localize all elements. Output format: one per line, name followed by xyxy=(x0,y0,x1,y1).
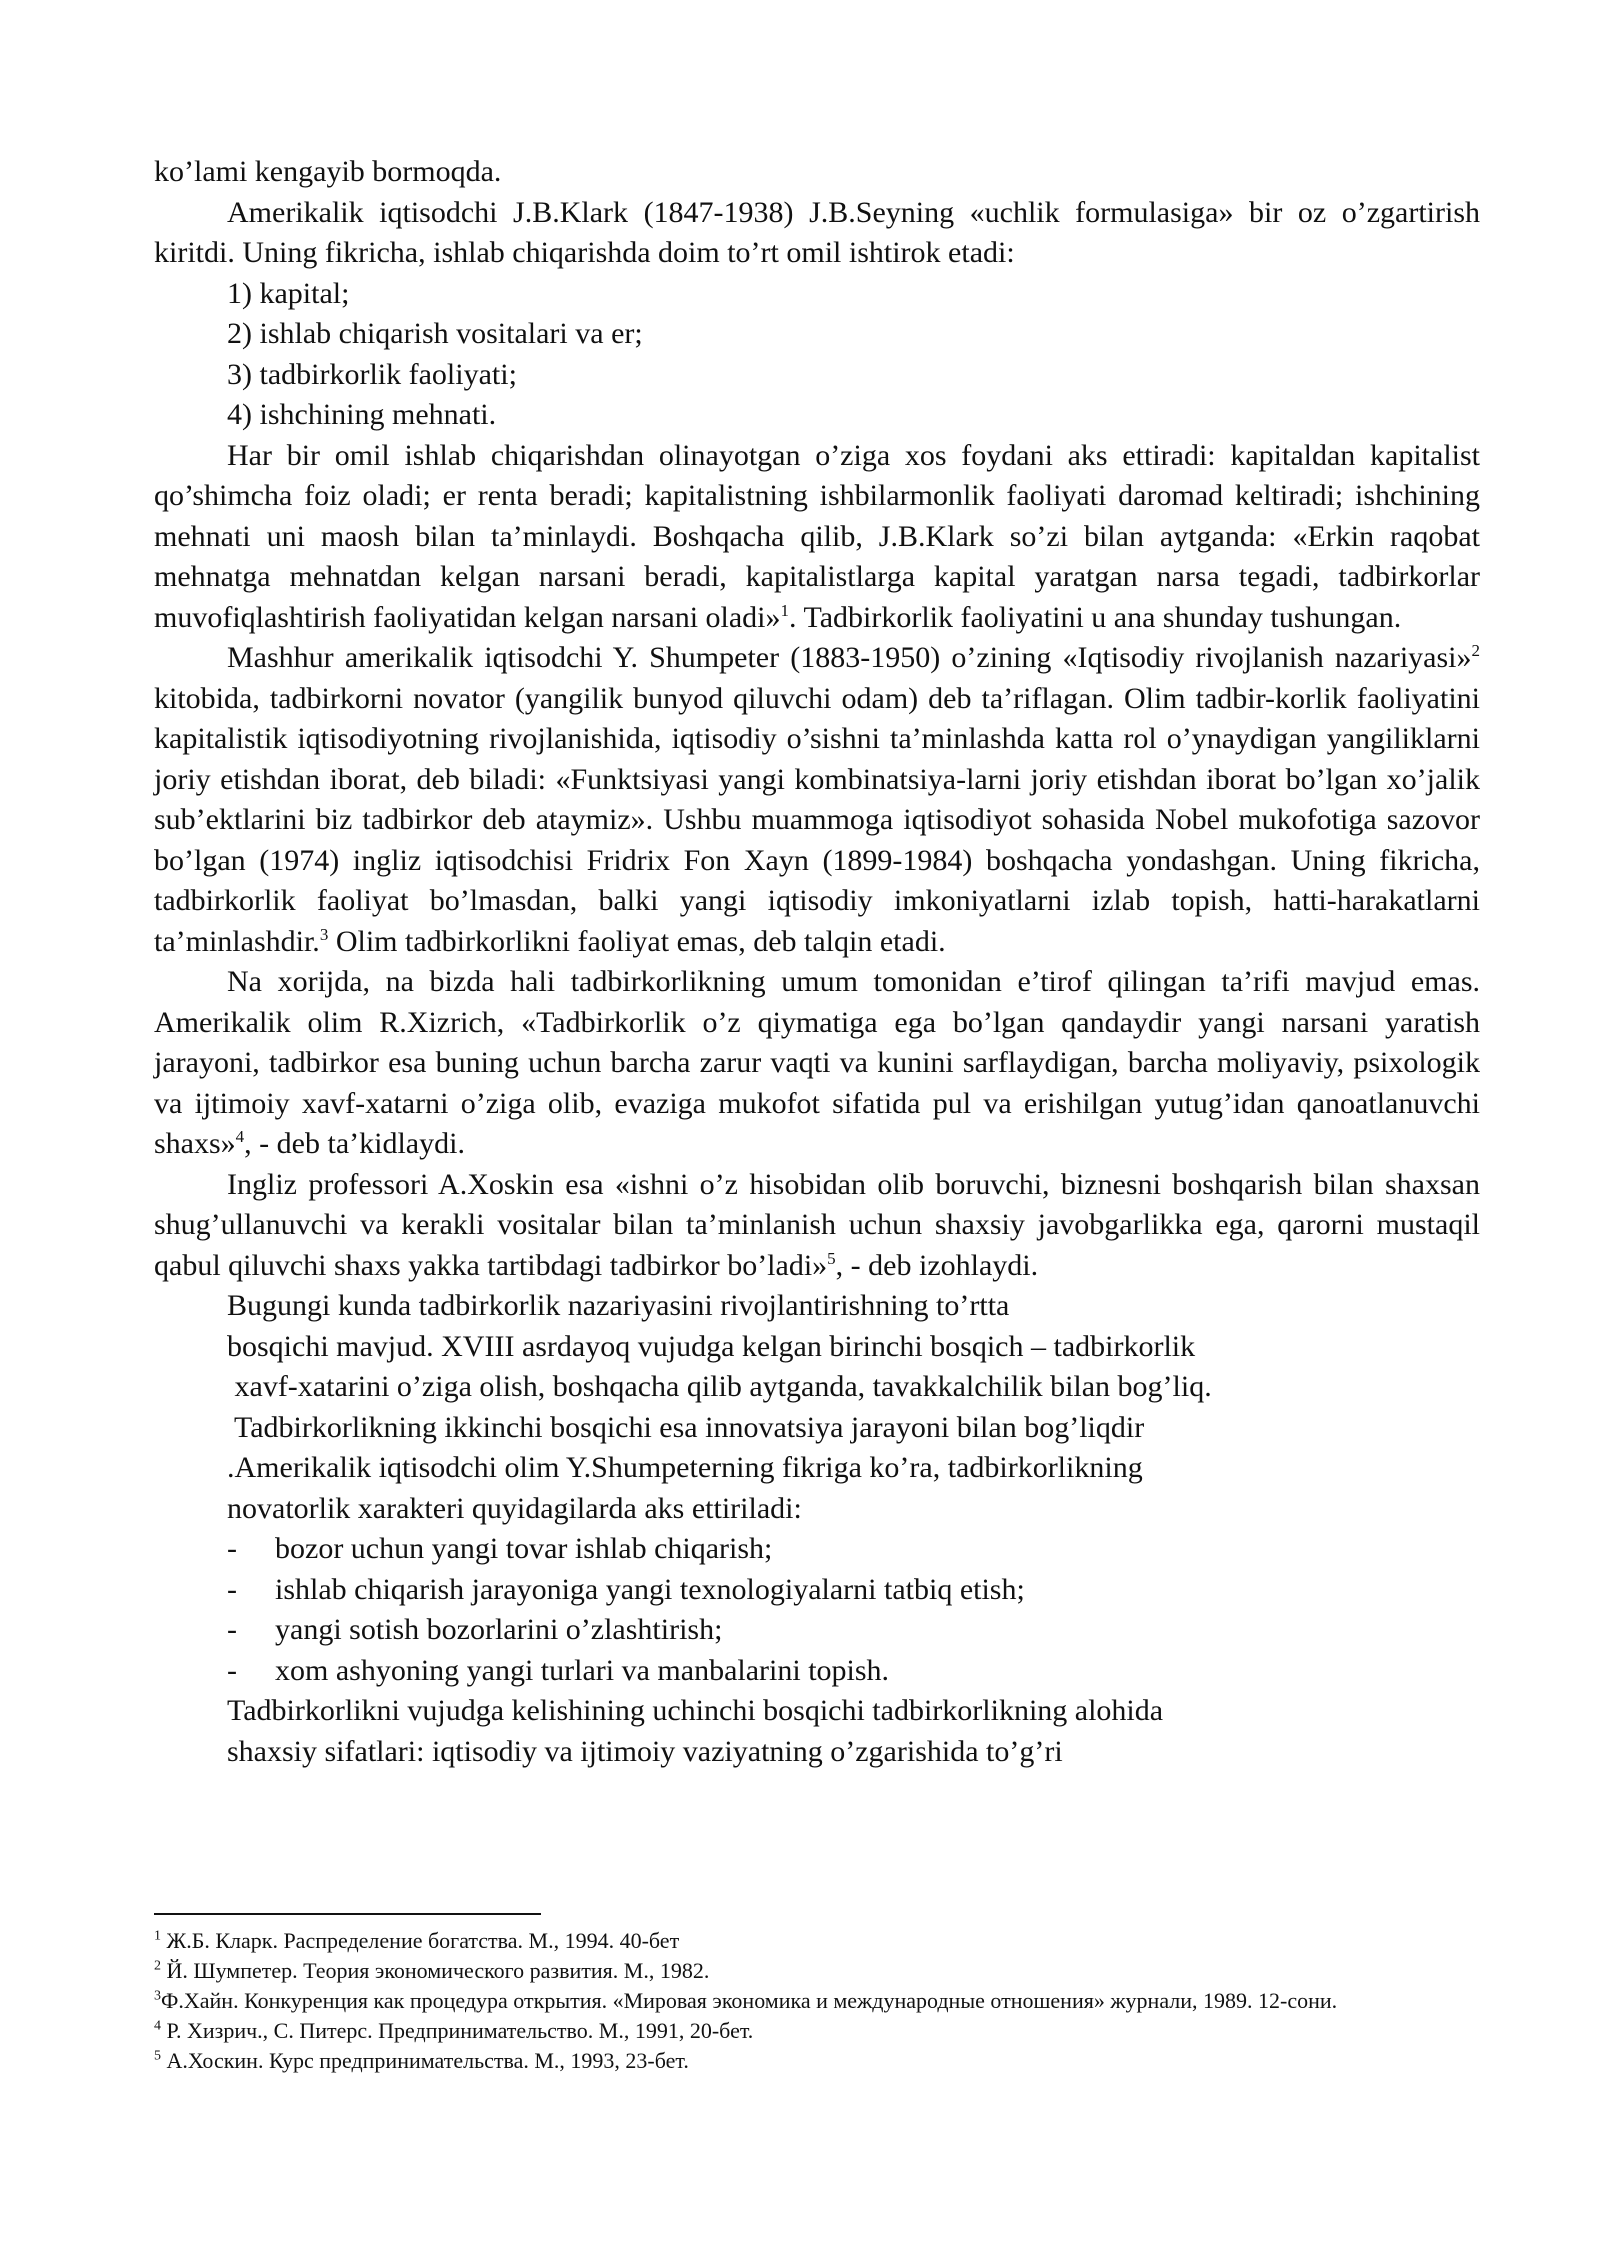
paragraph-xoskin-tail: , - deb izohlaydi. xyxy=(835,1248,1039,1282)
dash-marker: - xyxy=(227,1572,237,1606)
footnote-number: 5 xyxy=(154,2048,161,2064)
paragraph-factors xyxy=(154,436,1480,639)
free-line-4: Tadbirkorlikning ikkinchi bosqichi esa innovatsiya jarayoni bilan bog’liqdir xyxy=(227,1410,1145,1444)
list-item-4: 4) ishchining mehnati. xyxy=(227,398,497,431)
tail-line-2: shaxsiy sifatlari: iqtisodiy va ijtimoiy vaziyatning o’zgarishida to’g’ri xyxy=(227,1734,1063,1768)
free-line-5: .Amerikalik iqtisodchi olim Y.Shumpeterning fikriga ko’ra, tadbirkorlikning xyxy=(227,1451,1143,1484)
paragraph-xizrich xyxy=(154,962,1480,1165)
list-item-3: 3) tadbirkorlik faoliyati; xyxy=(227,357,517,391)
paragraph-shumpeter-text: Mashhur amerikalik iqtisodchi Y. Shumpeter (1883-1950) o’zining «Iqtisodiy rivojlanish nazariyasi» xyxy=(227,641,1472,674)
list-item-1: 1) kapital; xyxy=(227,276,350,310)
free-line-3: xavf-xatarini o’ziga olish, boshqacha qilib aytganda, tavakkalchilik bilan bog’liq. xyxy=(227,1370,1212,1403)
footnote-text: А.Хоскин. Курс предпринимательства. М., 1993, 23-бет. xyxy=(161,2048,689,2073)
footnote-text: Р. Хизрич., С. Питерс. Предпринимательство. М., 1991, 20-бет. xyxy=(161,2018,754,2043)
paragraph-shumpeter-tail: Olim tadbirkorlikni faoliyat emas, deb talqin etadi. xyxy=(328,924,946,958)
footnote-5 xyxy=(154,2046,1480,2076)
footnote-number: 4 xyxy=(154,2018,161,2034)
paragraph-shumpeter xyxy=(154,638,1480,962)
paragraph-factors-text: Har bir omil ishlab chiqarishdan olinayotgan o’ziga xos foydani aks ettiradi: kapitaldan kapitalist qo’shimcha foiz oladi; er renta beradi; kapitalistning ishbilarmonlik faoliyati daromad keltiradi; ishchining mehnati uni maosh bilan ta’minlaydi. Boshqacha qilib, J.B.Klark so’zi bilan aytganda: «Erkin raqobat mehnatga mehnatdan kelgan narsani beradi, kapitalistlarga kapital yaratgan narsa tegadi, tadbirkorlar muvofiqlashtirish faoliyatidan kelgan narsani oladi» xyxy=(154,438,1480,634)
paragraph-klark: Amerikalik iqtisodchi J.B.Klark (1847-1938) J.B.Seyning «uchlik formulasiga» bir oz o’zgartirish kiritdi. Uning fikricha, ishlab chiqarishda doim to’rt omil ishtirok etadi: xyxy=(154,195,1480,269)
free-line-6: novatorlik xarakteri quyidagilarda aks ettiriladi: xyxy=(227,1491,802,1525)
footnote-ref-3[interactable]: 3 xyxy=(319,924,329,944)
footnote-text: Ж.Б. Кларк. Распределение богатства. М., 1994. 40-бет xyxy=(161,1928,680,1953)
paragraph-xoskin xyxy=(154,1165,1480,1287)
paragraph-xizrich-tail: , - deb ta’kidlaydi. xyxy=(244,1127,465,1160)
footnote-ref-4[interactable]: 4 xyxy=(235,1127,245,1146)
footnote-text: Ф.Хайн. Конкуренция как процедура открытия. «Мировая экономика и международные отношения» журнали, 1989. 12-сони. xyxy=(161,1988,1338,2013)
footnote-text: Й. Шумпетер. Теория экономического развития. М., 1982. xyxy=(161,1958,710,1983)
footnote-number: 1 xyxy=(154,1928,161,1944)
dash-item xyxy=(154,1570,1480,1611)
footnote-separator xyxy=(154,1913,541,1915)
body-text xyxy=(154,152,1480,1772)
dash-item-text: yangi sotish bozorlarini o’zlashtirish; xyxy=(275,1613,723,1646)
dash-marker: - xyxy=(227,1653,237,1687)
footnote-2 xyxy=(154,1956,1480,1986)
dash-item-text: bozor uchun yangi tovar ishlab chiqarish; xyxy=(275,1532,773,1565)
paragraph-xizrich-text: Na xorijda, na bizda hali tadbirkorlikning umum tomonidan e’tirof qilingan ta’rifi mavjud emas. Amerikalik olim R.Xizrich, «Tadbirkorlik o’z qiymatiga ega bo’lgan qandaydir yangi narsani yaratish jarayoni, tadbirkor esa buning uchun barcha zarur vaqti va kunini sarflaydigan, barcha moliyaviy, psixologik va ijtimoiy xavf-xatarni o’ziga olib, evaziga mukofot sifatida pul va erishilgan yutug’idan qanoatlanuvchi shaxs» xyxy=(154,965,1480,1160)
free-line-2: bosqichi mavjud. XVIII asrdayoq vujudga kelgan birinchi bosqich – tadbirkorlik xyxy=(227,1329,1196,1363)
dash-item-text: ishlab chiqarish jarayoniga yangi texnologiyalarni tatbiq etish; xyxy=(275,1572,1025,1606)
dash-item xyxy=(154,1610,1480,1651)
dash-marker: - xyxy=(227,1532,237,1565)
dash-marker: - xyxy=(227,1613,237,1646)
list-item-2: 2) ishlab chiqarish vositalari va er; xyxy=(227,317,643,350)
dash-item xyxy=(154,1529,1480,1570)
footnote-ref-2[interactable]: 2 xyxy=(1471,641,1480,660)
paragraph-0: ko’lami kengayib bormoqda. xyxy=(154,155,502,188)
paragraph-factors-tail: . Tadbirkorlik faoliyatini u ana shunday tushungan. xyxy=(789,600,1402,634)
footnote-number: 2 xyxy=(154,1958,161,1974)
footnote-3 xyxy=(154,1986,1480,2016)
dash-item-text: xom ashyoning yangi turlari va manbalarini topish. xyxy=(275,1653,890,1687)
paragraph-shumpeter-mid: kitobida, tadbirkorni novator (yangilik bunyod qiluvchi odam) deb ta’riflagan. Olim tadbir-korlik faoliyatini kapitalistik iqtisodiyotning rivojlanishida, iqtisodiy o’sishni ta’minlashda katta rol o’ynaydigan yangiliklarni joriy etishdan iborat, deb biladi: «Funktsiyasi yangi kombinatsiya-larni joriy etishdan iborat bo’lgan xo’jalik sub’ektlarini biz tadbirkor deb ataymiz». Ushbu muammoga iqtisodiyot sohasida Nobel mukofotiga sazovor bo’lgan (1974) ingliz iqtisodchisi Fridrix Fon Xayn (1899-1984) boshqacha yondashgan. Uning fikricha, tadbirkorlik faoliyat bo’lmasdan, balki yangi iqtisodiy imkoniyatlarni izlab topish, hatti-harakatlarni ta’minlashdir. xyxy=(154,681,1480,958)
footnote-number: 3 xyxy=(154,1988,161,2004)
footnote-ref-5[interactable]: 5 xyxy=(827,1248,836,1268)
tail-line-1: Tadbirkorlikni vujudga kelishining uchinchi bosqichi tadbirkorlikning alohida xyxy=(227,1694,1164,1727)
free-line-1: Bugungi kunda tadbirkorlik nazariyasini rivojlantirishning to’rtta xyxy=(227,1289,1010,1322)
paragraph-xoskin-text: Ingliz professori A.Xoskin esa «ishni o’z hisobidan olib boruvchi, biznesni boshqarish bilan shaxsan shug’ullanuvchi va kerakli vositalar bilan ta’minlanish uchun shaxsiy javobgarlikka ega, qarorni mustaqil qabul qiluvchi shaxs yakka tartibdagi tadbirkor bo’ladi» xyxy=(154,1167,1480,1282)
footnotes xyxy=(154,1926,1480,2076)
footnote-4 xyxy=(154,2016,1480,2046)
footnote-1 xyxy=(154,1926,1480,1956)
dash-item xyxy=(154,1651,1480,1692)
footnote-ref-1[interactable]: 1 xyxy=(780,600,790,620)
